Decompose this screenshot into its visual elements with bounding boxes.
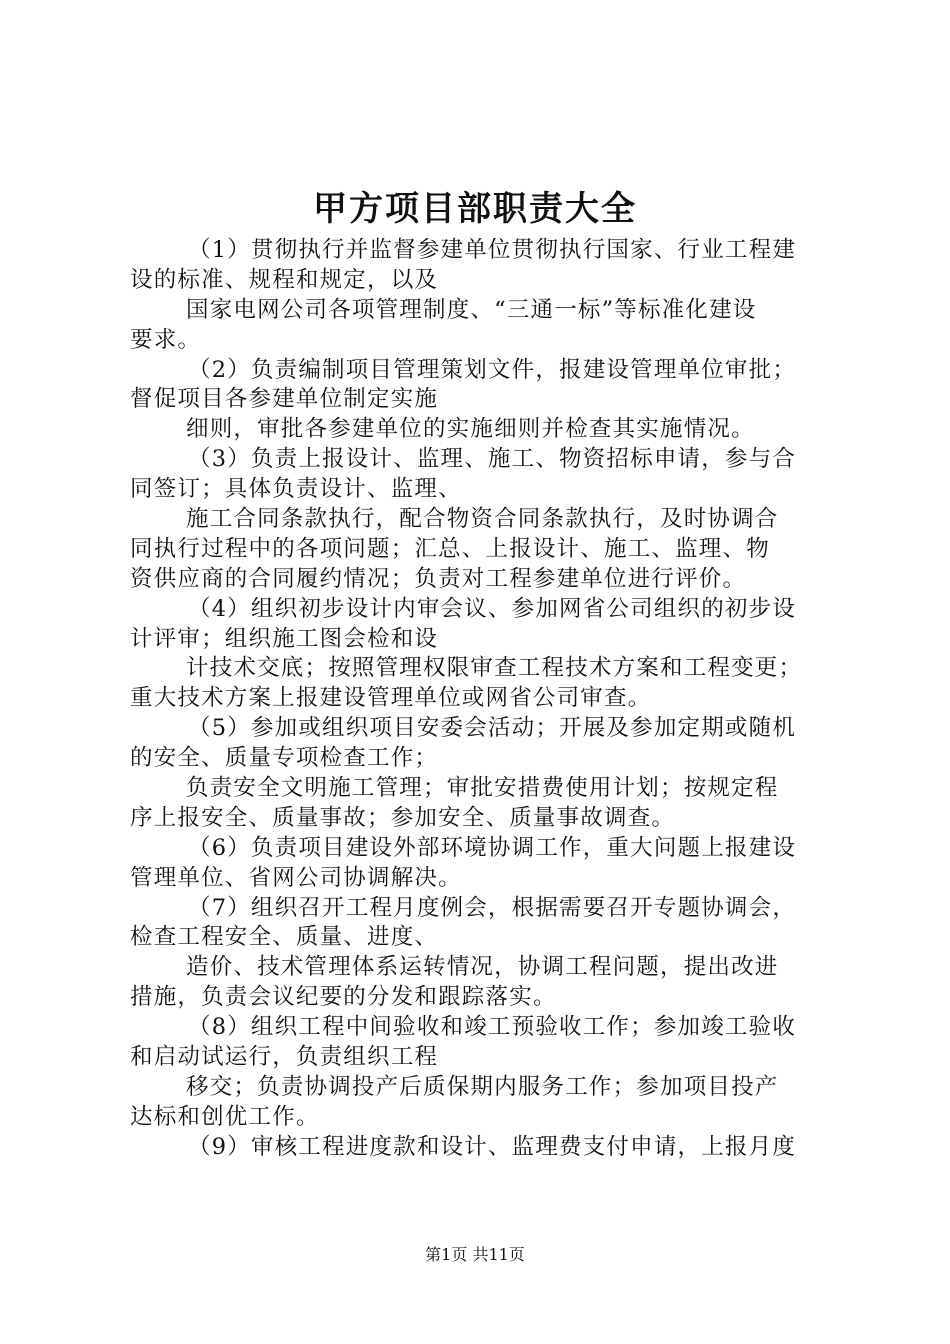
text-line: 重大技术方案上报建设管理单位或网省公司审查。 xyxy=(130,685,652,712)
text-line: （4）组织初步设计内审会议、参加网省公司组织的初步设 xyxy=(188,595,797,622)
document-body xyxy=(130,236,840,1163)
text-line: 同签订；具体负责设计、监理、 xyxy=(130,476,462,503)
text-line: （2）负责编制项目管理策划文件，报建设管理单位审批； xyxy=(188,356,797,383)
text-line: 管理单位、省网公司协调解决。 xyxy=(130,864,462,891)
text-line: 措施，负责会议纪要的分发和跟踪落实。 xyxy=(130,984,557,1011)
text-line: （9）审核工程进度款和设计、监理费支付申请，上报月度 xyxy=(188,1133,797,1160)
text-line: （1）贯彻执行并监督参建单位贯彻执行国家、行业工程建 xyxy=(188,237,797,263)
text-line: 资供应商的合同履约情况；负责对工程参建单位进行评价。 xyxy=(130,565,747,592)
text-line: 和启动试运行，负责组织工程 xyxy=(130,1044,439,1071)
page-footer: 第1页 共11页 xyxy=(425,1245,525,1264)
text-line: 国家电网公司各项管理制度、“三通一标”等标准化建设 xyxy=(186,296,757,323)
text-line: 计技术交底；按照管理权限审查工程技术方案和工程变更； xyxy=(186,655,803,682)
text-line: （5）参加或组织项目安委会活动；开展及参加定期或随机 xyxy=(188,715,797,742)
text-line: （7）组织召开工程月度例会，根据需要召开专题协调会， xyxy=(188,894,797,921)
text-line: （8）组织工程中间验收和竣工预验收工作；参加竣工验收 xyxy=(188,1014,797,1041)
text-line: 检查工程安全、质量、进度、 xyxy=(130,924,439,951)
text-line: 设的标准、规程和规定，以及 xyxy=(130,266,439,293)
text-line: 施工合同条款执行，配合物资合同条款执行，及时协调合 xyxy=(186,506,779,533)
text-line: 计评审；组织施工图会检和设 xyxy=(130,625,439,652)
text-line: 要求。 xyxy=(130,326,202,353)
text-line: （6）负责项目建设外部环境协调工作，重大问题上报建设 xyxy=(188,834,797,861)
text-line: 序上报安全、质量事故；参加安全、质量事故调查。 xyxy=(130,804,676,831)
document-title: 甲方项目部职责大全 xyxy=(313,189,637,229)
text-line: 同执行过程中的各项问题；汇总、上报设计、施工、监理、物 xyxy=(130,535,770,562)
text-line: 督促项目各参建单位制定实施 xyxy=(130,386,439,413)
text-line: 造价、技术管理体系运转情况，协调工程问题，提出改进 xyxy=(186,954,779,981)
text-line: 达标和创优工作。 xyxy=(130,1103,320,1130)
text-line: 细则，审批各参建单位的实施细则并检查其实施情况。 xyxy=(186,416,755,443)
text-line: 负责安全文明施工管理；审批安措费使用计划；按规定程 xyxy=(186,775,779,802)
text-line: 的安全、质量专项检查工作； xyxy=(130,745,439,772)
text-line: （3）负责上报设计、监理、施工、物资招标申请，参与合 xyxy=(188,446,797,473)
text-line: 移交；负责协调投产后质保期内服务工作；参加项目投产 xyxy=(186,1073,779,1100)
